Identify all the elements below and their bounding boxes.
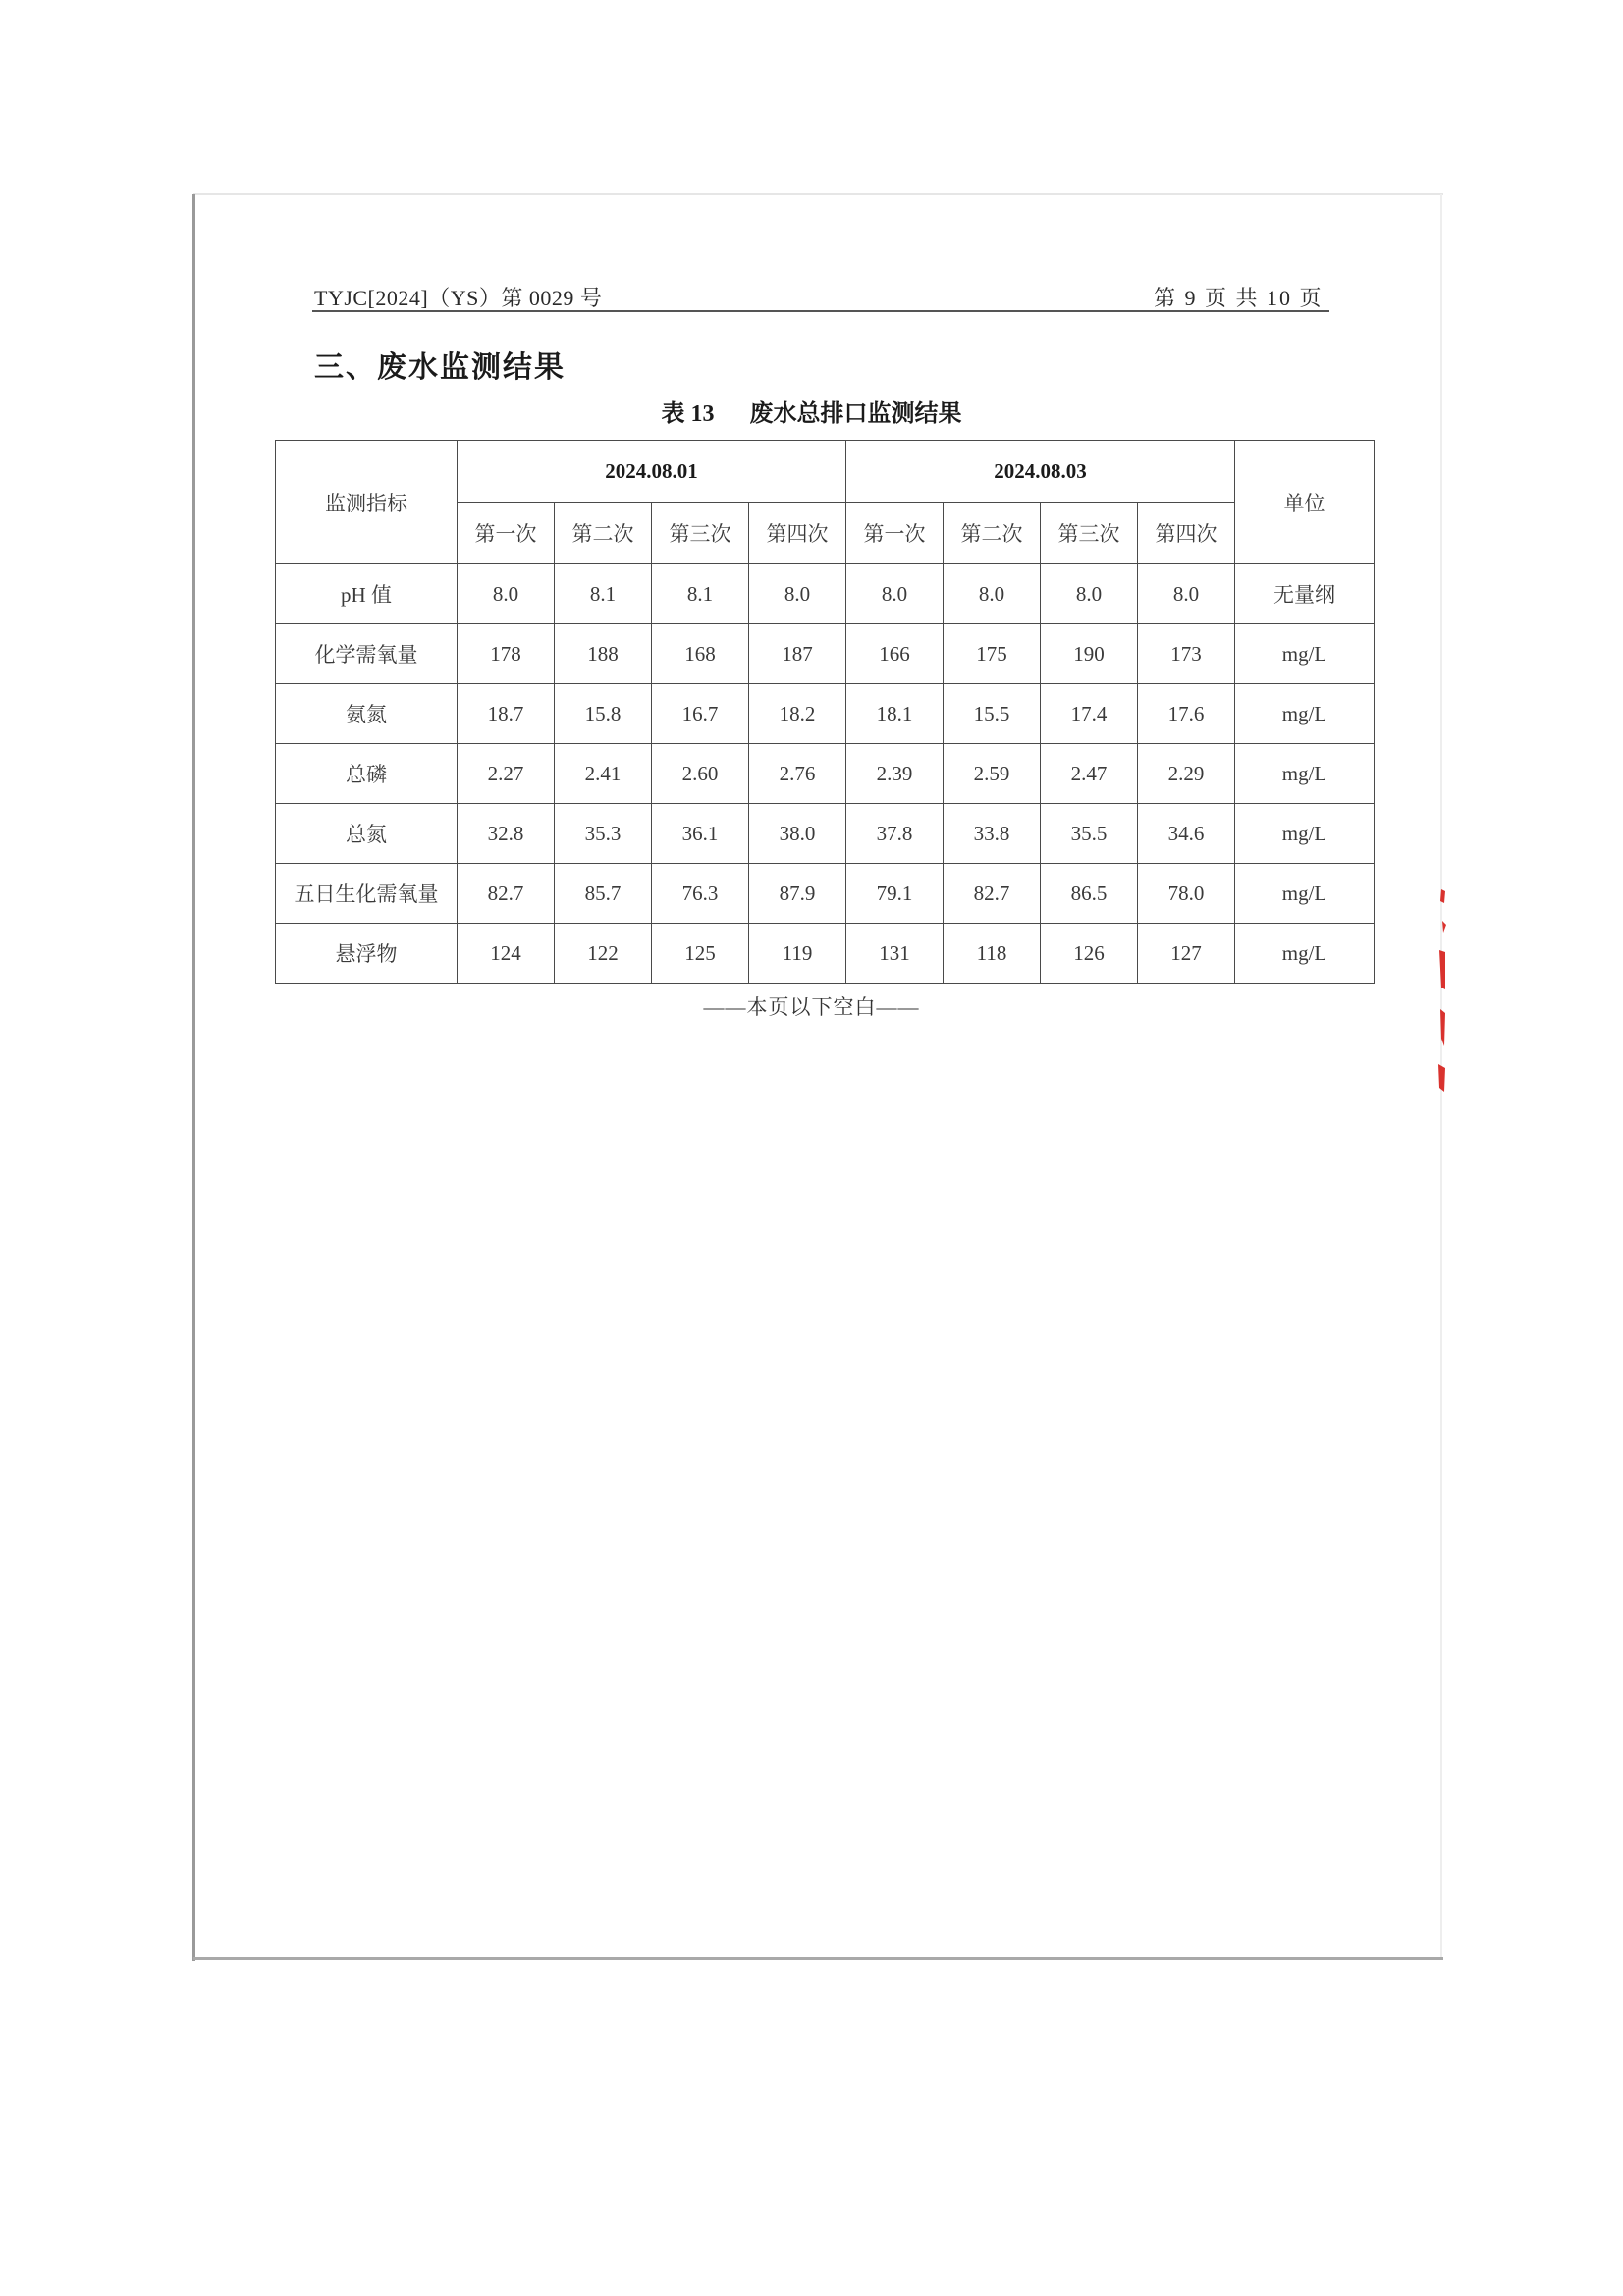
table-caption	[0, 394, 1623, 428]
seal-stamp-fragment	[1430, 881, 1447, 1097]
header-row-dates	[276, 441, 1375, 503]
value-cell: 78.0	[1138, 864, 1235, 924]
value-cell: 37.8	[846, 804, 944, 864]
results-table	[275, 440, 1375, 984]
unit-cell: mg/L	[1235, 924, 1375, 984]
value-cell: 33.8	[944, 804, 1041, 864]
value-cell: 127	[1138, 924, 1235, 984]
value-cell: 34.6	[1138, 804, 1235, 864]
run-header: 第三次	[1041, 503, 1138, 564]
value-cell: 17.6	[1138, 684, 1235, 744]
value-cell: 2.47	[1041, 744, 1138, 804]
table-row	[276, 564, 1375, 624]
value-cell: 125	[652, 924, 749, 984]
date-header-1: 2024.08.01	[458, 441, 846, 503]
value-cell: 2.27	[458, 744, 555, 804]
index-name-cell: 总磷	[276, 744, 458, 804]
value-cell: 17.4	[1041, 684, 1138, 744]
date-header-2: 2024.08.03	[846, 441, 1235, 503]
index-header: 监测指标	[276, 441, 458, 564]
value-cell: 122	[555, 924, 652, 984]
value-cell: 175	[944, 624, 1041, 684]
value-cell: 8.1	[652, 564, 749, 624]
value-cell: 118	[944, 924, 1041, 984]
table-row	[276, 804, 1375, 864]
run-header: 第二次	[555, 503, 652, 564]
index-name-cell: 化学需氧量	[276, 624, 458, 684]
table-row	[276, 864, 1375, 924]
header-rule	[312, 310, 1329, 312]
value-cell: 79.1	[846, 864, 944, 924]
table-row	[276, 924, 1375, 984]
value-cell: 8.0	[458, 564, 555, 624]
value-cell: 166	[846, 624, 944, 684]
unit-cell: mg/L	[1235, 744, 1375, 804]
section-title: 三、废水监测结果	[314, 351, 566, 384]
table-body	[276, 441, 1375, 984]
stamp-ink	[1438, 889, 1446, 1092]
index-name-cell: 总氮	[276, 804, 458, 864]
value-cell: 76.3	[652, 864, 749, 924]
value-cell: 82.7	[944, 864, 1041, 924]
value-cell: 8.0	[1138, 564, 1235, 624]
run-header: 第三次	[652, 503, 749, 564]
index-name-cell: 五日生化需氧量	[276, 864, 458, 924]
value-cell: 18.7	[458, 684, 555, 744]
value-cell: 2.39	[846, 744, 944, 804]
scan-edge-top	[193, 193, 1443, 195]
table-row	[276, 744, 1375, 804]
value-cell: 16.7	[652, 684, 749, 744]
value-cell: 190	[1041, 624, 1138, 684]
value-cell: 2.76	[749, 744, 846, 804]
value-cell: 8.0	[749, 564, 846, 624]
unit-cell: mg/L	[1235, 684, 1375, 744]
value-cell: 2.60	[652, 744, 749, 804]
value-cell: 119	[749, 924, 846, 984]
value-cell: 32.8	[458, 804, 555, 864]
value-cell: 8.1	[555, 564, 652, 624]
value-cell: 15.5	[944, 684, 1041, 744]
value-cell: 18.1	[846, 684, 944, 744]
page-info: 第 9 页 共 10 页	[1154, 286, 1324, 310]
run-header: 第四次	[1138, 503, 1235, 564]
table-title: 废水总排口监测结果	[749, 401, 962, 427]
value-cell: 35.3	[555, 804, 652, 864]
value-cell: 38.0	[749, 804, 846, 864]
value-cell: 178	[458, 624, 555, 684]
value-cell: 18.2	[749, 684, 846, 744]
value-cell: 87.9	[749, 864, 846, 924]
table-number: 表 13	[661, 401, 715, 427]
unit-cell: 无量纲	[1235, 564, 1375, 624]
unit-cell: mg/L	[1235, 864, 1375, 924]
scan-edge-left	[192, 194, 195, 1961]
value-cell: 173	[1138, 624, 1235, 684]
index-name-cell: pH 值	[276, 564, 458, 624]
run-header: 第二次	[944, 503, 1041, 564]
value-cell: 126	[1041, 924, 1138, 984]
value-cell: 35.5	[1041, 804, 1138, 864]
value-cell: 2.29	[1138, 744, 1235, 804]
unit-cell: mg/L	[1235, 804, 1375, 864]
value-cell: 188	[555, 624, 652, 684]
value-cell: 8.0	[1041, 564, 1138, 624]
value-cell: 168	[652, 624, 749, 684]
table-row	[276, 684, 1375, 744]
scan-edge-bottom	[193, 1957, 1443, 1960]
unit-cell: mg/L	[1235, 624, 1375, 684]
value-cell: 86.5	[1041, 864, 1138, 924]
run-header: 第四次	[749, 503, 846, 564]
value-cell: 15.8	[555, 684, 652, 744]
doc-number: TYJC[2024]（YS）第 0029 号	[314, 286, 603, 310]
index-name-cell: 悬浮物	[276, 924, 458, 984]
blank-note: ——本页以下空白——	[703, 995, 920, 1019]
value-cell: 36.1	[652, 804, 749, 864]
value-cell: 2.41	[555, 744, 652, 804]
value-cell: 82.7	[458, 864, 555, 924]
value-cell: 131	[846, 924, 944, 984]
index-name-cell: 氨氮	[276, 684, 458, 744]
value-cell: 8.0	[944, 564, 1041, 624]
run-header: 第一次	[846, 503, 944, 564]
unit-header: 单位	[1235, 441, 1375, 564]
table-row	[276, 624, 1375, 684]
run-header: 第一次	[458, 503, 555, 564]
value-cell: 2.59	[944, 744, 1041, 804]
value-cell: 124	[458, 924, 555, 984]
value-cell: 85.7	[555, 864, 652, 924]
value-cell: 187	[749, 624, 846, 684]
value-cell: 8.0	[846, 564, 944, 624]
